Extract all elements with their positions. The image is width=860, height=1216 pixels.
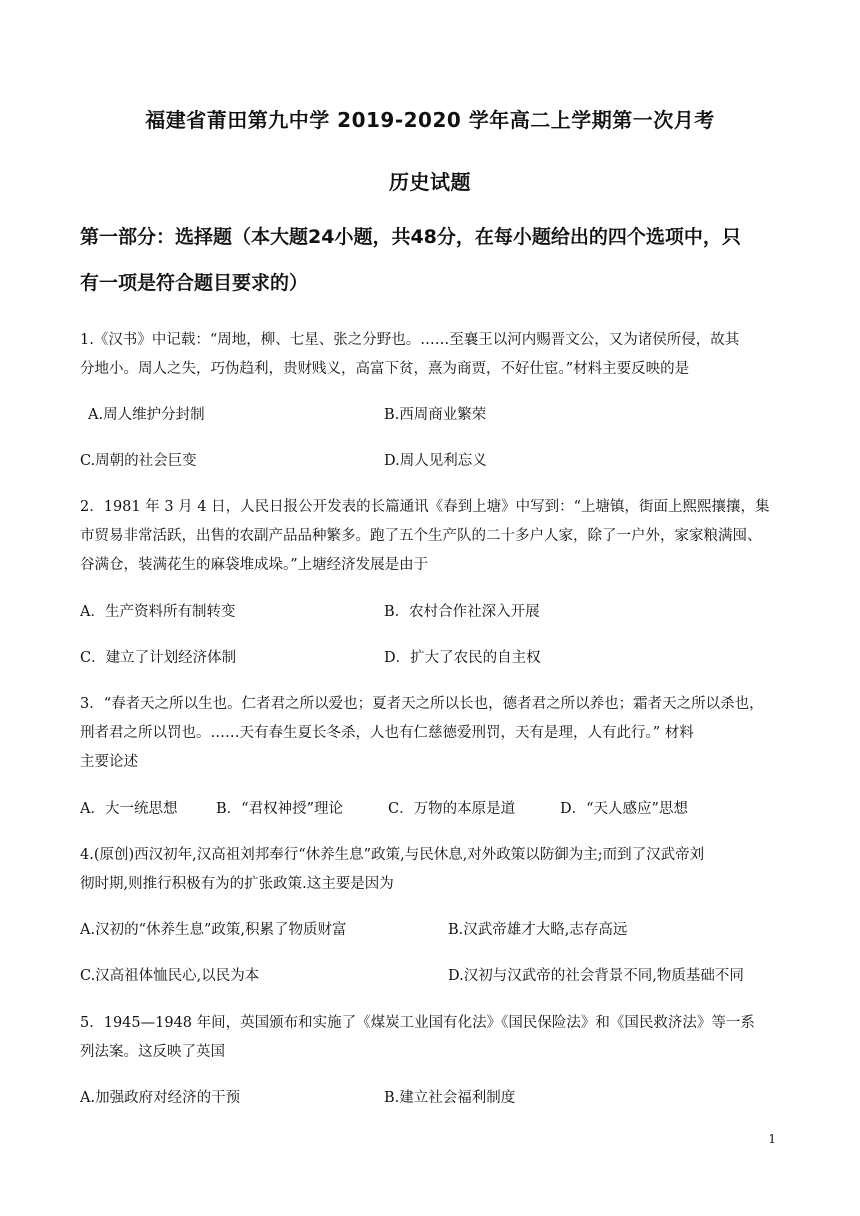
option-b[interactable]: B．农村合作社深入开展 xyxy=(384,604,540,620)
question-text: 分地小。周人之失，巧伪趋利，贵财贱义，高富下贫，熹为商贾，不好仕宦。”材料主要反映的是 xyxy=(80,361,690,377)
option-a[interactable]: A.周人维护分封制 xyxy=(88,407,205,423)
question-text: 列法案。这反映了英国 xyxy=(80,1044,225,1060)
option-b[interactable]: B.西周商业繁荣 xyxy=(384,407,487,423)
option-c[interactable]: C.汉高祖体恤民心,以民为本 xyxy=(80,968,260,984)
option-b[interactable]: B.建立社会福利制度 xyxy=(384,1090,516,1106)
question-text: 谷满仓，装满花生的麻袋堆成垛。”上塘经济发展是由于 xyxy=(80,557,429,573)
exam-title: 福建省莆田第九中学 2019-2020 学年高二上学期第一次月考 xyxy=(145,108,715,132)
question-text: 2．1981 年 3 月 4 日，人民日报公开发表的长篇通讯《春到上塘》中写到：“上塘镇，街面上熙熙攘攘，集 xyxy=(80,499,770,515)
section-heading-line2: 有一项是符合题目要求的） xyxy=(80,272,309,294)
option-a[interactable]: A．生产资料所有制转变 xyxy=(80,604,236,620)
option-b[interactable]: B．“君权神授”理论 xyxy=(216,801,343,817)
option-c[interactable]: C．建立了计划经济体制 xyxy=(80,650,237,666)
option-a[interactable]: A.汉初的“休养生息”政策,积累了物质财富 xyxy=(80,922,347,938)
option-d[interactable]: D．扩大了农民的自主权 xyxy=(384,650,541,666)
question-text: 4.(原创)西汉初年,汉高祖刘邦奉行“休养生息”政策,与民休息,对外政策以防御为主;而到了汉武帝刘 xyxy=(80,847,705,863)
option-a[interactable]: A．大一统思想 xyxy=(80,801,178,817)
option-c[interactable]: C．万物的本原是道 xyxy=(388,801,516,817)
option-d[interactable]: D．“天人感应”思想 xyxy=(560,801,688,817)
option-d[interactable]: D.周人见利忘义 xyxy=(384,453,487,469)
question-text: 3．“春者天之所以生也。仁者君之所以爱也；夏者天之所以长也，德者君之所以养也；霜者天之所以杀也， xyxy=(80,696,764,712)
option-b[interactable]: B.汉武帝雄才大略,志存高远 xyxy=(448,922,628,938)
option-d[interactable]: D.汉初与汉武帝的社会背景不同,物质基础不同 xyxy=(448,968,744,984)
option-c[interactable]: C.周朝的社会巨变 xyxy=(80,453,197,469)
question-text: 5．1945—1948 年间，英国颁布和实施了《煤炭工业国有化法》《国民保险法》和《国民救济法》等一系 xyxy=(80,1015,755,1031)
exam-subtitle: 历史试题 xyxy=(389,170,471,194)
page-number: 1 xyxy=(768,1132,776,1146)
section-heading-line1: 第一部分：选择题（本大题24小题，共48分，在每小题给出的四个选项中，只 xyxy=(80,226,741,248)
question-text: 市贸易非常活跃，出售的农副产品品种繁多。跑了五个生产队的二十多户人家，除了一户外，家家粮满囤、 xyxy=(80,528,762,544)
question-text: 1.《汉书》中记载：“周地，柳、七星、张之分野也。……至襄王以河内赐晋文公，又为诸侯所侵，故其 xyxy=(80,332,740,348)
question-text: 刑者君之所以罚也。……天有春生夏长冬杀，人也有仁慈德爱刑罚，天有是理，人有此行。” 材料 xyxy=(80,725,694,741)
question-text: 主要论述 xyxy=(80,754,138,770)
question-text: 彻时期,则推行积极有为的扩张政策.这主要是因为 xyxy=(80,876,394,892)
option-a[interactable]: A.加强政府对经济的干预 xyxy=(80,1090,241,1106)
